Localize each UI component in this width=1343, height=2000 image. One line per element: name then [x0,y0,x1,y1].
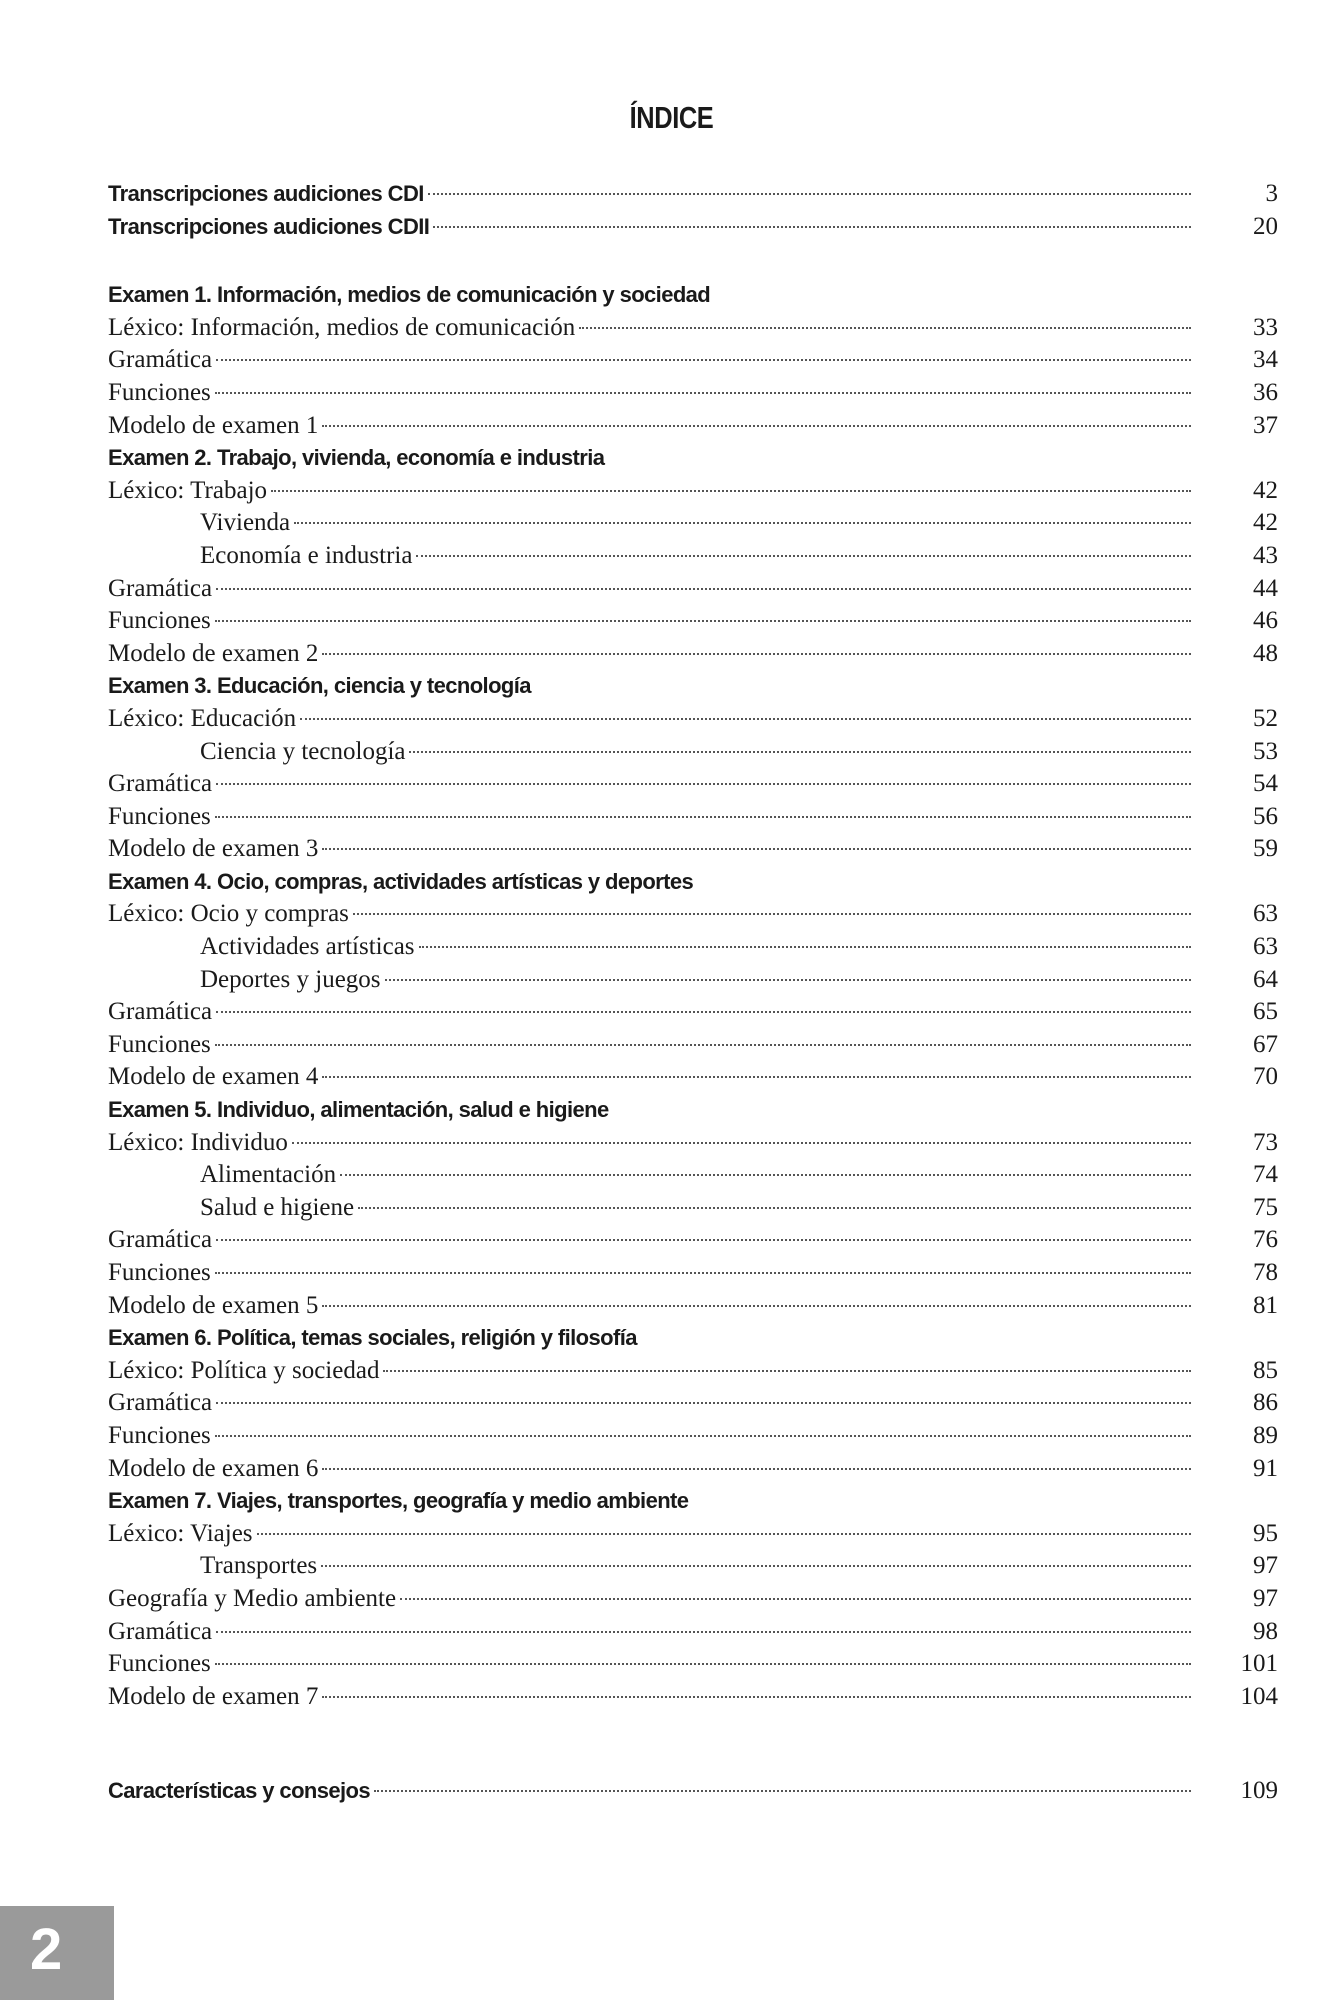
toc-entry-label: Léxico: Trabajo [108,476,268,504]
toc-section-heading[interactable] [108,670,1278,703]
toc-entry-page: 63 [1253,900,1278,928]
dot-leader [215,619,1191,622]
toc-section-heading[interactable] [108,279,1278,312]
dot-leader [216,358,1191,361]
toc-entry-label: Deportes y juegos [200,965,381,993]
toc-entry-label: Características y consejos [108,1778,370,1804]
toc-entry-page: 46 [1253,607,1278,635]
dot-leader [322,847,1191,850]
toc-entry-label: Funciones [108,802,211,830]
dot-leader [216,1010,1191,1013]
toc-entry-page: 36 [1253,378,1278,406]
toc-section-heading[interactable] [108,1094,1278,1127]
dot-leader [383,1369,1191,1372]
toc-entry-page: 56 [1253,802,1278,830]
toc-entry-label: Ciencia y tecnología [200,737,406,765]
dot-leader [409,750,1191,753]
toc-entry-label: Gramática [108,998,213,1026]
dot-leader [294,521,1191,524]
dot-leader [322,1467,1191,1470]
dot-leader [215,815,1191,818]
toc-entry-page: 59 [1253,835,1278,863]
toc-entry-page: 75 [1253,1193,1278,1221]
toc-entry[interactable] [108,1127,1278,1160]
toc-entry-label: Funciones [108,1259,211,1286]
toc-entry-page: 76 [1253,1226,1278,1254]
toc-entry-page: 63 [1253,933,1278,961]
toc-entry-page: 95 [1253,1519,1278,1547]
toc-entry-label: Funciones [108,1421,211,1449]
toc-entry[interactable] [108,1355,1278,1388]
dot-leader [428,192,1191,195]
dot-leader [216,1401,1191,1404]
toc-entry-label: Funciones [108,1650,211,1678]
dot-leader [374,1789,1191,1792]
toc-entry-page: 73 [1253,1128,1278,1156]
dot-leader [353,912,1191,915]
toc-entry[interactable] [108,1061,1278,1094]
dot-leader [216,587,1191,590]
toc-entry-label: Léxico: Individuo [108,1128,288,1156]
toc-entry-label: Funciones [108,607,211,635]
dot-leader [321,1564,1191,1567]
toc-entry-label: Modelo de examen 5 [108,1291,319,1319]
toc-section-heading[interactable] [108,442,1278,475]
toc-entry-page: 20 [1253,212,1278,240]
page-number: 2 [30,1917,63,1982]
toc-entry-page: 104 [1240,1682,1278,1710]
toc-entry-page: 89 [1253,1421,1278,1449]
dot-leader [292,1141,1191,1144]
toc-entry[interactable] [108,638,1278,671]
toc-entry-label: Modelo de examen 1 [108,411,319,439]
toc-entry[interactable] [108,833,1278,866]
toc-entry-page: 42 [1253,509,1278,537]
toc-entry-label: Modelo de examen 7 [108,1682,319,1710]
page-number-badge [0,1906,114,2000]
toc-entry[interactable] [108,768,1278,801]
dot-leader [271,489,1191,492]
toc-entry-final[interactable] [108,1775,1278,1808]
toc-entry[interactable] [108,1420,1278,1453]
toc-entry-page: 48 [1253,639,1278,667]
dot-leader [215,1271,1191,1274]
toc-section-heading[interactable] [108,1485,1278,1518]
dot-leader [215,1043,1191,1046]
dot-leader [216,782,1191,785]
toc-entry[interactable] [108,1192,1278,1225]
toc-entry[interactable] [108,931,1278,964]
toc-entry-page: 64 [1253,965,1278,993]
dot-leader [419,945,1191,948]
toc-entry[interactable] [108,573,1278,606]
toc-entry-label: Léxico: Política y sociedad [108,1356,380,1384]
toc-entry-label: Gramática [108,1617,213,1645]
toc-entry-label: Gramática [108,574,213,602]
toc-entry[interactable] [108,507,1278,540]
toc-entry-label: Léxico: Educación [108,704,297,732]
toc-entry-label: Gramática [108,1226,213,1254]
dot-leader [385,978,1191,981]
toc-entry-transcripciones[interactable] [108,211,1278,244]
dot-leader [416,554,1191,557]
toc-entry[interactable] [108,703,1278,736]
page-title: ÍNDICE [629,100,714,135]
toc-entry[interactable] [108,1257,1278,1290]
toc-entry-label: Examen 2. Trabajo, vivienda, economía e industria [108,445,605,471]
toc-entry-label: Gramática [108,346,213,374]
toc-entry[interactable] [108,736,1278,769]
toc-entry-page: 81 [1253,1291,1278,1319]
toc-section-heading[interactable] [108,866,1278,899]
toc-entry[interactable] [108,605,1278,638]
toc-entry[interactable] [108,312,1278,345]
dot-leader [340,1173,1191,1176]
toc-entry[interactable] [108,1453,1278,1486]
toc-entry-label: Examen 3. Educación, ciencia y tecnología [108,673,531,699]
toc-entry-page: 52 [1253,704,1278,732]
toc-entry-label: Examen 5. Individuo, alimentación, salud e higiene [108,1097,609,1123]
toc-entry-label: Transcripciones audiciones CDII [108,213,430,239]
toc-entry-label: Geografía y Medio ambiente [108,1584,397,1612]
toc-entry-label: Funciones [108,378,211,406]
dot-leader [216,1238,1191,1241]
dot-leader [579,326,1191,329]
dot-leader [215,1662,1191,1665]
toc-entry-label: Léxico: Ocio y compras [108,900,349,928]
dot-leader [358,1206,1191,1209]
toc-entry-label: Modelo de examen 6 [108,1454,319,1482]
toc-entry[interactable] [108,1159,1278,1192]
dot-leader [322,652,1191,655]
toc-entry-page: 101 [1240,1650,1278,1678]
toc-entry-page: 34 [1253,346,1278,374]
toc-entry-page: 42 [1253,476,1278,504]
toc-entry-page: 54 [1253,770,1278,798]
toc-entry[interactable] [108,540,1278,573]
dot-leader [322,1695,1191,1698]
toc-entry-page: 91 [1253,1454,1278,1482]
toc-entry-label: Gramática [108,1389,213,1417]
toc-entry-label: Transportes [200,1552,318,1580]
toc-entry[interactable] [108,1681,1278,1714]
toc-entry[interactable] [108,801,1278,834]
toc-entry[interactable] [108,1583,1278,1616]
toc-entry-label: Examen 4. Ocio, compras, actividades artísticas y deportes [108,868,694,894]
toc-entry-label: Léxico: Viajes [108,1519,253,1547]
toc-entry-label: Vivienda [200,509,291,537]
table-of-contents [108,178,1278,1808]
toc-entry[interactable] [108,964,1278,997]
toc-entry-page: 37 [1253,411,1278,439]
toc-entry[interactable] [108,1387,1278,1420]
toc-entry[interactable] [108,1648,1278,1681]
toc-entry[interactable] [108,1029,1278,1062]
toc-entry-page: 3 [1265,180,1278,207]
dot-leader [215,391,1191,394]
toc-entry-label: Modelo de examen 3 [108,835,319,863]
toc-entry-label: Transcripciones audiciones CDI [108,181,424,206]
dot-leader [433,225,1191,228]
toc-entry-label: Examen 1. Información, medios de comunicación y sociedad [108,282,711,308]
toc-entry-transcripciones[interactable] [108,178,1278,211]
toc-entry[interactable] [108,410,1278,443]
dot-leader [257,1532,1191,1535]
toc-section-heading[interactable] [108,1322,1278,1355]
toc-entry-label: Modelo de examen 4 [108,1063,319,1091]
toc-entry-page: 43 [1253,541,1278,569]
toc-entry-page: 44 [1253,574,1278,602]
toc-entry-label: Examen 6. Política, temas sociales, religión y filosofía [108,1325,637,1351]
toc-entry[interactable] [108,1550,1278,1583]
toc-entry-page: 33 [1253,313,1278,341]
dot-leader [216,1630,1191,1633]
dot-leader [215,1434,1191,1437]
dot-leader [322,1304,1191,1307]
dot-leader [322,424,1191,427]
toc-entry[interactable] [108,898,1278,931]
toc-entry-page: 78 [1253,1259,1278,1286]
toc-entry-label: Economía e industria [200,541,413,569]
toc-entry-label: Actividades artísticas [200,933,415,961]
toc-entry-label: Gramática [108,770,213,798]
toc-entry-page: 97 [1253,1552,1278,1580]
dot-leader [300,717,1191,720]
toc-entry[interactable] [108,1616,1278,1649]
toc-entry-page: 70 [1253,1063,1278,1091]
toc-entry[interactable] [108,1518,1278,1551]
toc-entry[interactable] [108,996,1278,1029]
dot-leader [400,1597,1191,1600]
toc-entry-label: Modelo de examen 2 [108,639,319,667]
toc-entry-page: 65 [1253,998,1278,1026]
toc-entry-label: Funciones [108,1030,211,1058]
toc-entry-page: 53 [1253,737,1278,765]
toc-entry-page: 109 [1240,1777,1278,1805]
toc-entry-label: Léxico: Información, medios de comunicación [108,313,576,341]
toc-entry[interactable] [108,1290,1278,1323]
toc-entry-label: Alimentación [200,1161,337,1189]
toc-entry-page: 97 [1253,1584,1278,1612]
toc-entry-label: Examen 7. Viajes, transportes, geografía y medio ambiente [108,1488,689,1514]
toc-entry-page: 74 [1253,1161,1278,1189]
toc-entry[interactable] [108,1224,1278,1257]
toc-entry[interactable] [108,377,1278,410]
dot-leader [322,1075,1191,1078]
toc-entry-page: 85 [1253,1356,1278,1384]
toc-entry[interactable] [108,344,1278,377]
toc-entry-page: 67 [1253,1030,1278,1058]
toc-entry-page: 86 [1253,1389,1278,1417]
toc-entry-label: Salud e higiene [200,1193,355,1221]
toc-entry-page: 98 [1253,1617,1278,1645]
toc-entry[interactable] [108,475,1278,508]
